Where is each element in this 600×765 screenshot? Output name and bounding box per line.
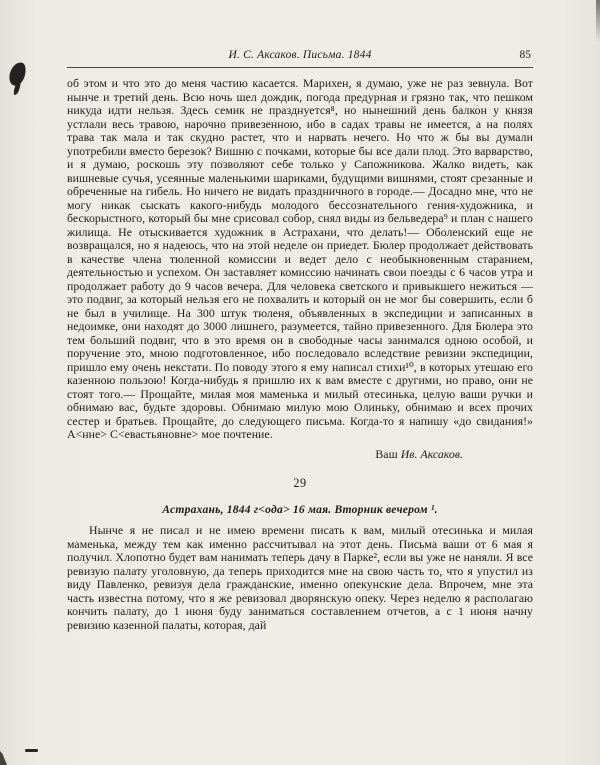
letter-28-body: об этом и что это до меня частию касается. Марихен, я думаю, уже не раз зевнула. Вот нынче и третий день. Всю ночь шел дождик, погода предурная и грязно так, что пешком никуда идти нельзя. Здесь семик не празднуется⁸, но нынешний день балкон у князя устлали весь травою, нарочно привезенною, ибо в садах травы не имеется, а на полях трава так мала и так скудно растет, что и нарвать нечего. Но что ж бы вы думали употребили вместо березок? Вишню с почками, которые бы все дали плод. Это варварство, и я думаю, роскошь эту позволяют себе только у Сапожникова. Жалко видеть, как вишневые сучья, усеянные маленькими шариками, будущими вишнями, стоят срезанные и обреченные на гибель. Но ничего не видать праздничного в городе.— Досадно мне, что не могу никак сыскать какого-нибудь молодого бессознательного гения-художника, и бескорыстного, который бы мне срисовал собор, снял виды из бельведера⁹ и план с нашего жилища. Не отыскивается художник в Астрахани, что делать!— Оболенский еще не возвращался, но я надеюсь, что на этой неделе он приедет. Бюлер продолжает действовать в качестве члена тюленной комиссии и ведет дело с необыкновенным старанием, деятельностью и успехом. Он заставляет комиссию начинать свои поезды с 6 часов утра и продолжает работу до 9 часов вечера. Для человека светского и привыкшего нежиться — это подвиг, за который нельзя его не похвалить и который он не мог бы совершить, если б не был в училище. На 300 штук тюленя, объявленных в экспедиции и записанных в недоимке, они находят до 3000 лишнего, разумеется, тайно привезенного. Для Бюлера это тем больший подвиг, что в это время он в свободные часы занимался одною особой, и поручение это, мною подготовленное, ибо последовало вследствие ревизии экспедиции, пришло ему очень некстати. По поводу этого я ему написал стихи¹⁰, в которых утешаю его казенною пользою! Когда-нибудь я пришлю их к вам вместе с другими, но право, они не стоят того.— Прощайте, милая моя маменька и милый отесинька, целую ваши ручки и обнимаю вас, будьте здоровы. Обнимаю милую мою Олиньку, обнимаю и всех прочих сестер и братьев. Прощайте, до следующего письма. Когда-то я напишу «до свидания!» А<нне> С<евастьяновне> мое почтение. — [67, 76, 533, 441]
page-content — [67, 48, 533, 632]
running-header — [67, 48, 533, 63]
scan-edge-shadow — [596, 0, 600, 42]
ink-dash-artifact — [25, 749, 38, 752]
signature-prefix: Ваш — [375, 446, 398, 461]
letter-29-dateline: Астрахань, 1844 г<ода> 16 мая. Вторник вечером ¹. — [162, 502, 438, 516]
letter-29-body: Нынче я не писал и не имею времени писать к вам, милый отесинька и милая маменька, между тем как именно рассчитывал на этот день. Письма ваши от 6 мая я получил. Хлопотно будет вам нанимать теперь дачу в Парке², если вы уже не наняли. Я все ревизую палату уголовную, да теперь приходится мне на свою часть то, что я упустил из виду Павленко, ревизуя дела гражданские, именно опекунские дела. Впрочем, мне эта часть известна потому, что я же ревизовал дворянскую опеку. Через неделю я располагаю кончить палату, до 1 июня буду заниматься составлением отчетов, а с 1 июня начну ревизию казенной палаты, которая, дай — [67, 523, 533, 632]
signature-name: Ив. Аксаков. — [400, 446, 463, 461]
scan-edge-mark — [0, 751, 7, 765]
letter-text-block — [67, 77, 533, 632]
running-header-title: И. С. Аксаков. Письма. 1844 — [228, 49, 372, 61]
header-rule — [67, 67, 533, 68]
letter-28-signature — [67, 448, 533, 462]
page-number: 85 — [519, 49, 531, 61]
letter-29-number: 29 — [293, 476, 307, 490]
ink-blot-artifact — [7, 61, 27, 88]
